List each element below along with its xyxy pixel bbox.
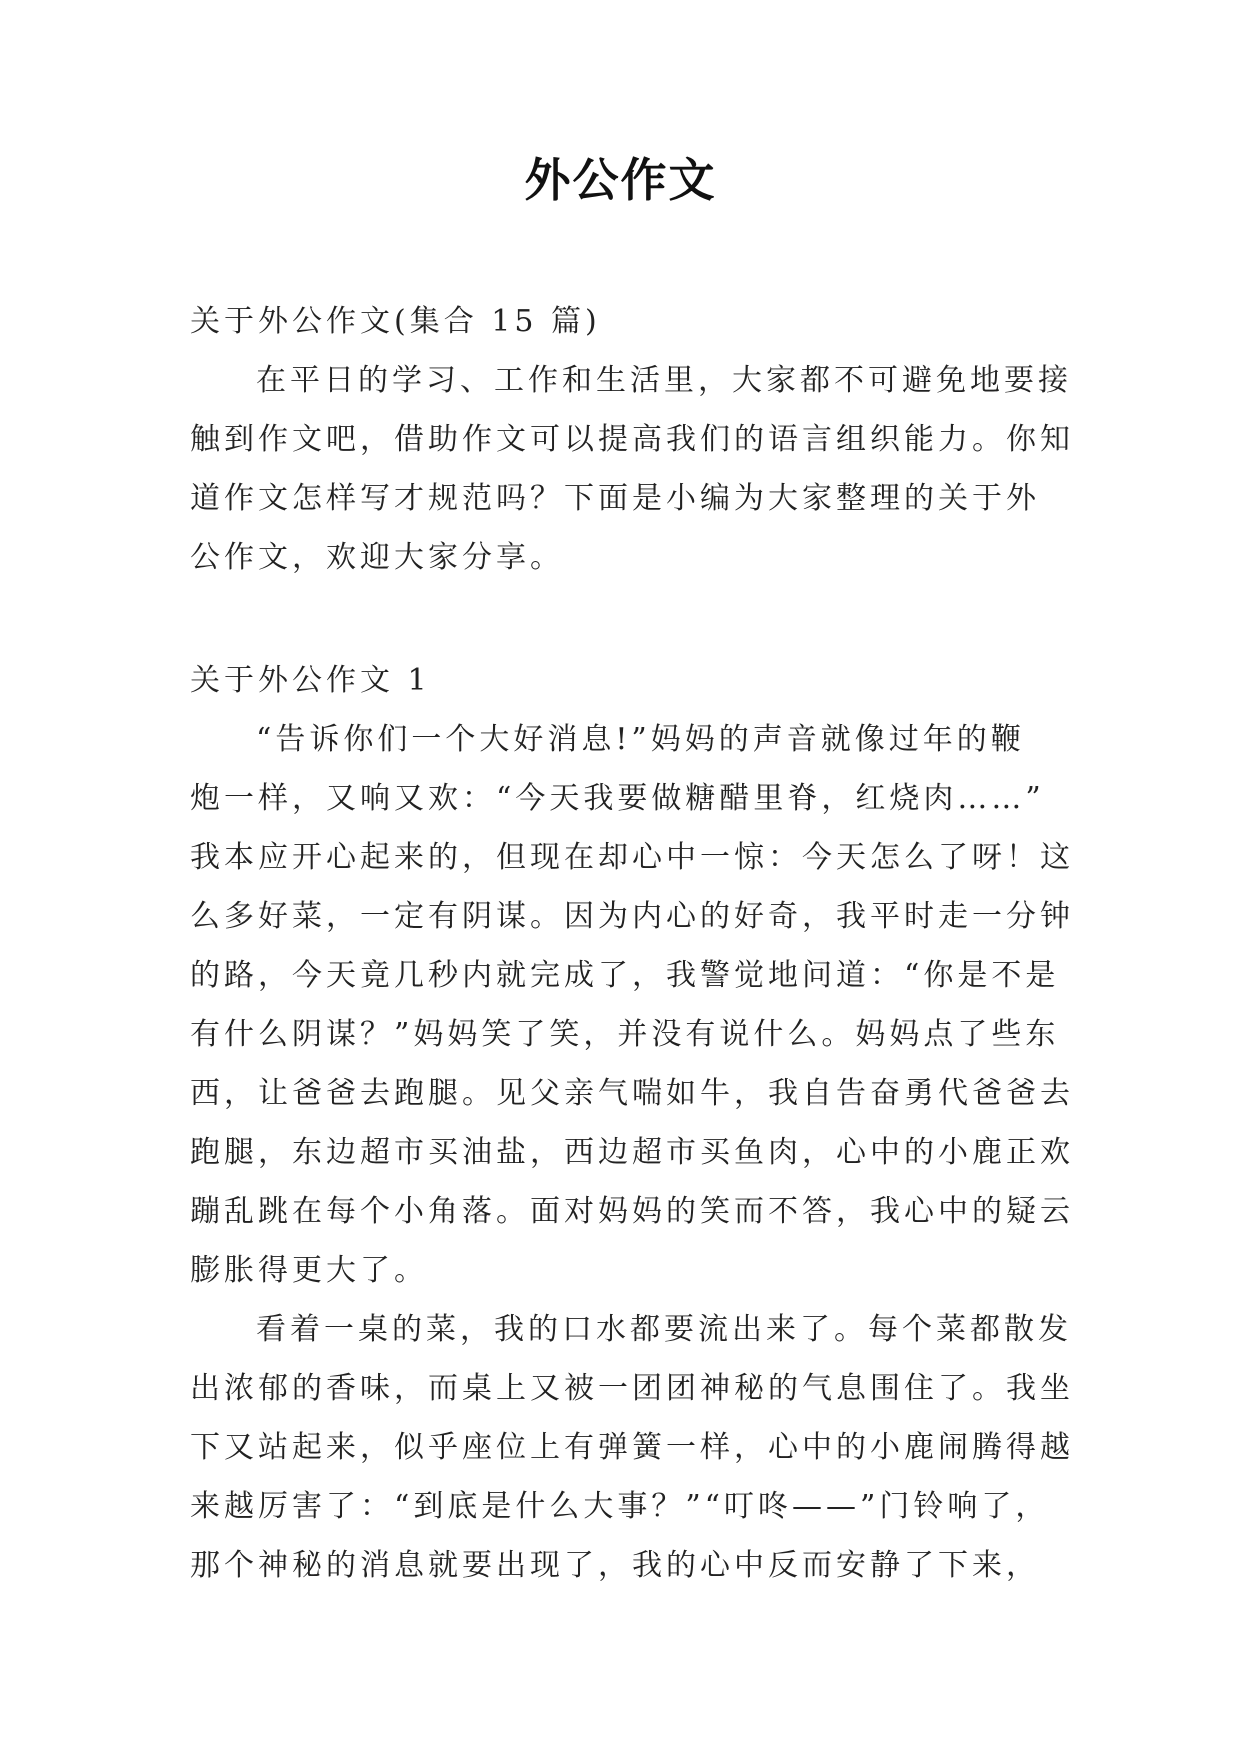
section-heading: 关于外公作文 1 — [190, 663, 431, 698]
intro-line: 道作文怎样写才规范吗？下面是小编为大家整理的关于外 — [190, 481, 1040, 516]
paragraph-line: 那个神秘的消息就要出现了，我的心中反而安静了下来， — [190, 1548, 1040, 1583]
paragraph-line: 蹦乱跳在每个小角落。面对妈妈的笑而不答，我心中的疑云 — [190, 1194, 1074, 1229]
document-subtitle: 关于外公作文(集合 15 篇) — [190, 304, 601, 339]
paragraph-line: 么多好菜，一定有阴谋。因为内心的好奇，我平时走一分钟 — [190, 899, 1074, 934]
paragraph-line: 看着一桌的菜，我的口水都要流出来了。每个菜都散发 — [256, 1312, 1072, 1347]
paragraph-line: 跑腿，东边超市买油盐，西边超市买鱼肉，心中的小鹿正欢 — [190, 1135, 1074, 1170]
paragraph-line: 西，让爸爸去跑腿。见父亲气喘如牛，我自告奋勇代爸爸去 — [190, 1076, 1074, 1111]
paragraph-line: “告诉你们一个大好消息!”妈妈的声音就像过年的鞭 — [256, 722, 1025, 757]
paragraph-line: 的路，今天竟几秒内就完成了，我警觉地问道：“你是不是 — [190, 958, 1060, 993]
intro-line: 在平日的学习、工作和生活里，大家都不可避免地要接 — [256, 363, 1072, 398]
intro-line: 公作文，欢迎大家分享。 — [190, 540, 564, 575]
paragraph-line: 有什么阴谋？”妈妈笑了笑，并没有说什么。妈妈点了些东 — [190, 1017, 1060, 1052]
paragraph-line: 我本应开心起来的，但现在却心中一惊：今天怎么了呀！这 — [190, 840, 1074, 875]
intro-line: 触到作文吧，借助作文可以提高我们的语言组织能力。你知 — [190, 422, 1074, 457]
section-spacer — [190, 587, 1060, 651]
paragraph-line: 来越厉害了：“到底是什么大事？”“叮咚——”门铃响了， — [190, 1489, 1050, 1524]
paragraph-line: 膨胀得更大了。 — [190, 1253, 428, 1288]
paragraph-line: 出浓郁的香味，而桌上又被一团团神秘的气息围住了。我坐 — [190, 1371, 1074, 1406]
document-title: 外公作文 — [524, 153, 717, 207]
document-body — [190, 292, 1074, 1595]
paragraph-line: 炮一样，又响又欢：“今天我要做糖醋里脊，红烧肉……” — [190, 781, 1045, 816]
paragraph-line: 下又站起来，似乎座位上有弹簧一样，心中的小鹿闹腾得越 — [190, 1430, 1074, 1465]
